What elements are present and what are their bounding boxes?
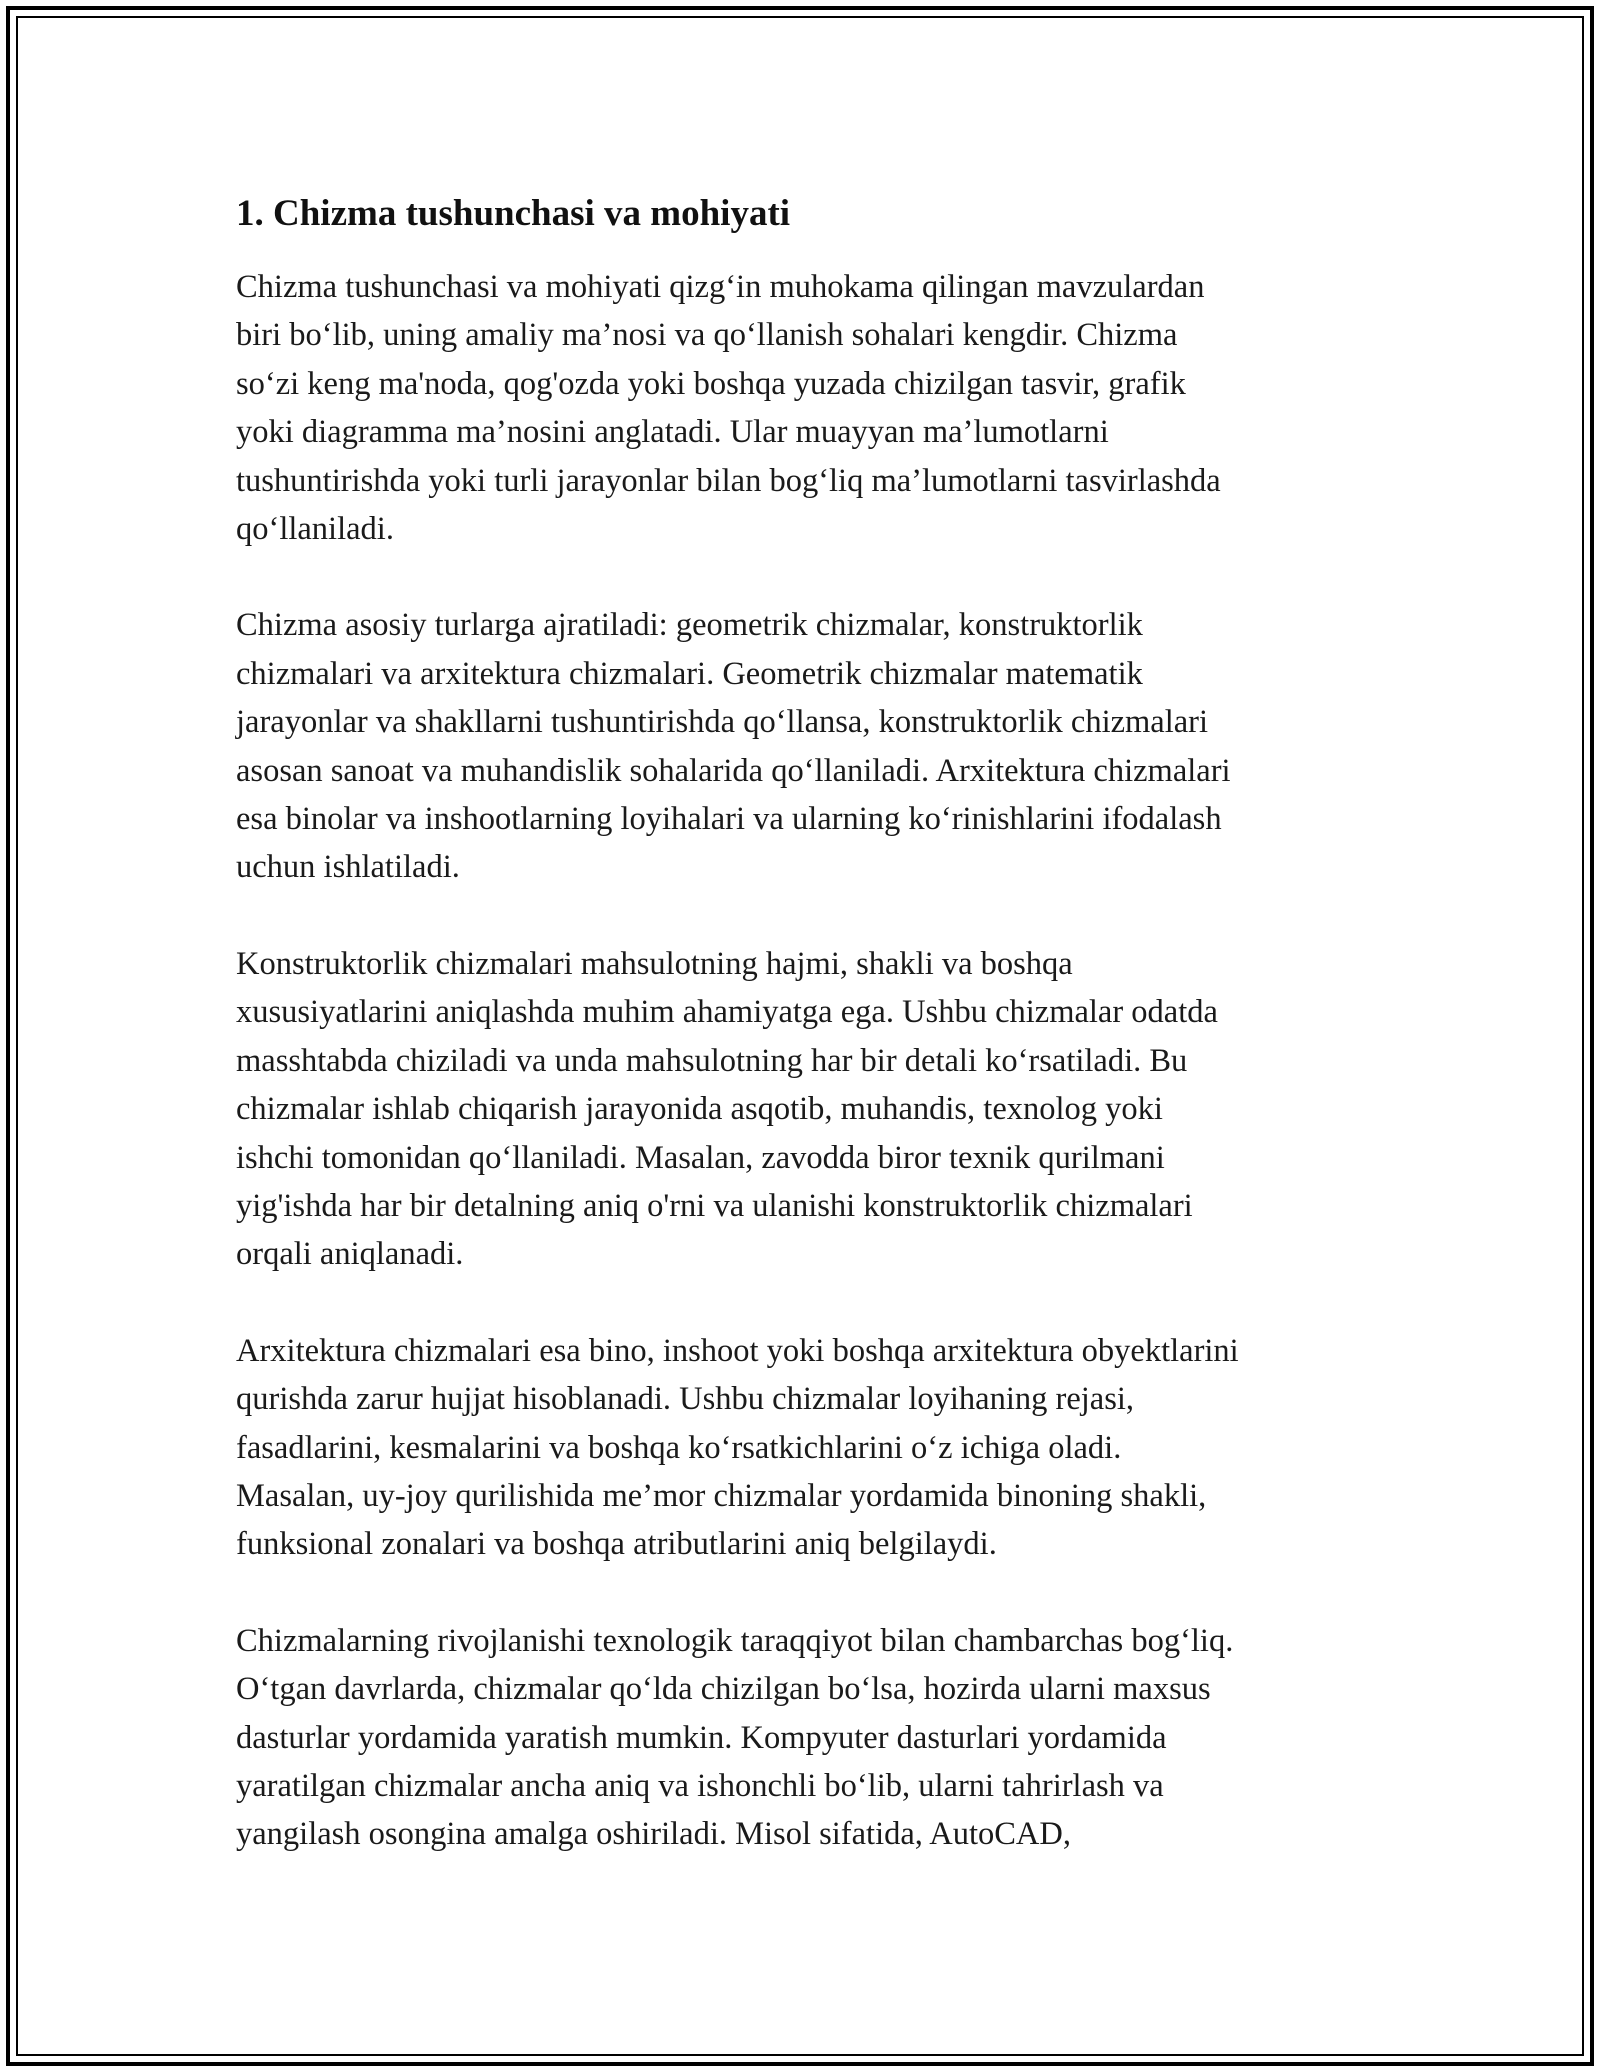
text-line: uchun ishlatiladi.	[236, 849, 460, 886]
text-line: Masalan, uy-joy qurilishida me’mor chizmalar yordamida binoning shakli,	[236, 1477, 1207, 1514]
text-line: Chizmalarning rivojlanishi texnologik taraqqiyot bilan chambarchas bog‘liq.	[236, 1622, 1234, 1659]
text-line: Chizma tushunchasi va mohiyati qizg‘in muhokama qilingan mavzulardan	[236, 269, 1205, 305]
text-line: chizmalar ishlab chiqarish jarayonida asqotib, muhandis, texnolog yoki	[236, 1091, 1163, 1128]
text-line: yangilash osongina amalga oshiriladi. Misol sifatida, AutoCAD,	[236, 1816, 1071, 1853]
text-line: Konstruktorlik chizmalari mahsulotning hajmi, shakli va boshqa	[236, 945, 1073, 982]
text-line: orqali aniqlanadi.	[236, 1236, 464, 1273]
text-line: qurishda zarur hujjat hisoblanadi. Ushbu chizmalar loyihaning rejasi,	[236, 1381, 1135, 1418]
paragraph-2	[236, 601, 1376, 891]
text-line: qo‘llaniladi.	[236, 511, 394, 548]
text-line: O‘tgan davrlarda, chizmalar qo‘lda chizilgan bo‘lsa, hozirda ularni maxsus	[236, 1671, 1211, 1708]
text-line: yig'ishda har bir detalning aniq o'rni va ulanishi konstruktorlik chizmalari	[236, 1187, 1193, 1224]
text-line: chizmalari va arxitektura chizmalari. Geometrik chizmalar matematik	[236, 655, 1143, 692]
text-line: biri bo‘lib, uning amaliy ma’nosi va qo‘llanish sohalari kengdir. Chizma	[236, 317, 1178, 354]
text-line: tushuntirishda yoki turli jarayonlar bilan bog‘liq ma’lumotlarni tasvirlashda	[236, 462, 1221, 499]
paragraph-4	[236, 1327, 1376, 1569]
paragraph-1	[236, 263, 1376, 553]
text-line: dasturlar yordamida yaratish mumkin. Kompyuter dasturlari yordamida	[236, 1719, 1167, 1756]
text-line: Arxitektura chizmalari esa bino, inshoot yoki boshqa arxitektura obyektlarini	[236, 1332, 1239, 1369]
text-line: xususiyatlarini aniqlashda muhim ahamiyatga ega. Ushbu chizmalar odatda	[236, 994, 1218, 1031]
paragraph-3	[236, 940, 1376, 1279]
text-line: asosan sanoat va muhandislik sohalarida qo‘llaniladi. Arxitektura chizmalari	[236, 752, 1231, 789]
text-line: yaratilgan chizmalar ancha aniq va ishonchli bo‘lib, ularni tahrirlash va	[236, 1767, 1164, 1804]
text-line: esa binolar va inshootlarning loyihalari va ularning ko‘rinishlarini ifodalash	[236, 801, 1222, 838]
document-body	[236, 185, 1376, 1907]
text-line: ishchi tomonidan qo‘llaniladi. Masalan, zavodda biror texnik qurilmani	[236, 1139, 1165, 1176]
text-line: masshtabda chiziladi va unda mahsulotning har bir detali ko‘rsatiladi. Bu	[236, 1042, 1188, 1079]
text-line: so‘zi keng ma'noda, qog'ozda yoki boshqa yuzada chizilgan tasvir, grafik	[236, 365, 1186, 402]
section-heading: 1. Chizma tushunchasi va mohiyati	[236, 193, 791, 234]
text-line: funksional zonalari va boshqa atributlarini aniq belgilaydi.	[236, 1526, 997, 1563]
text-line: Chizma asosiy turlarga ajratiladi: geometrik chizmalar, konstruktorlik	[236, 607, 1143, 644]
text-line: yoki diagramma ma’nosini anglatadi. Ular muayyan ma’lumotlarni	[236, 414, 1109, 451]
paragraph-5	[236, 1617, 1376, 1859]
text-line: jarayonlar va shakllarni tushuntirishda qo‘llansa, konstruktorlik chizmalari	[236, 704, 1209, 741]
text-line: fasadlarini, kesmalarini va boshqa ko‘rsatkichlarini o‘z ichiga oladi.	[236, 1429, 1122, 1466]
